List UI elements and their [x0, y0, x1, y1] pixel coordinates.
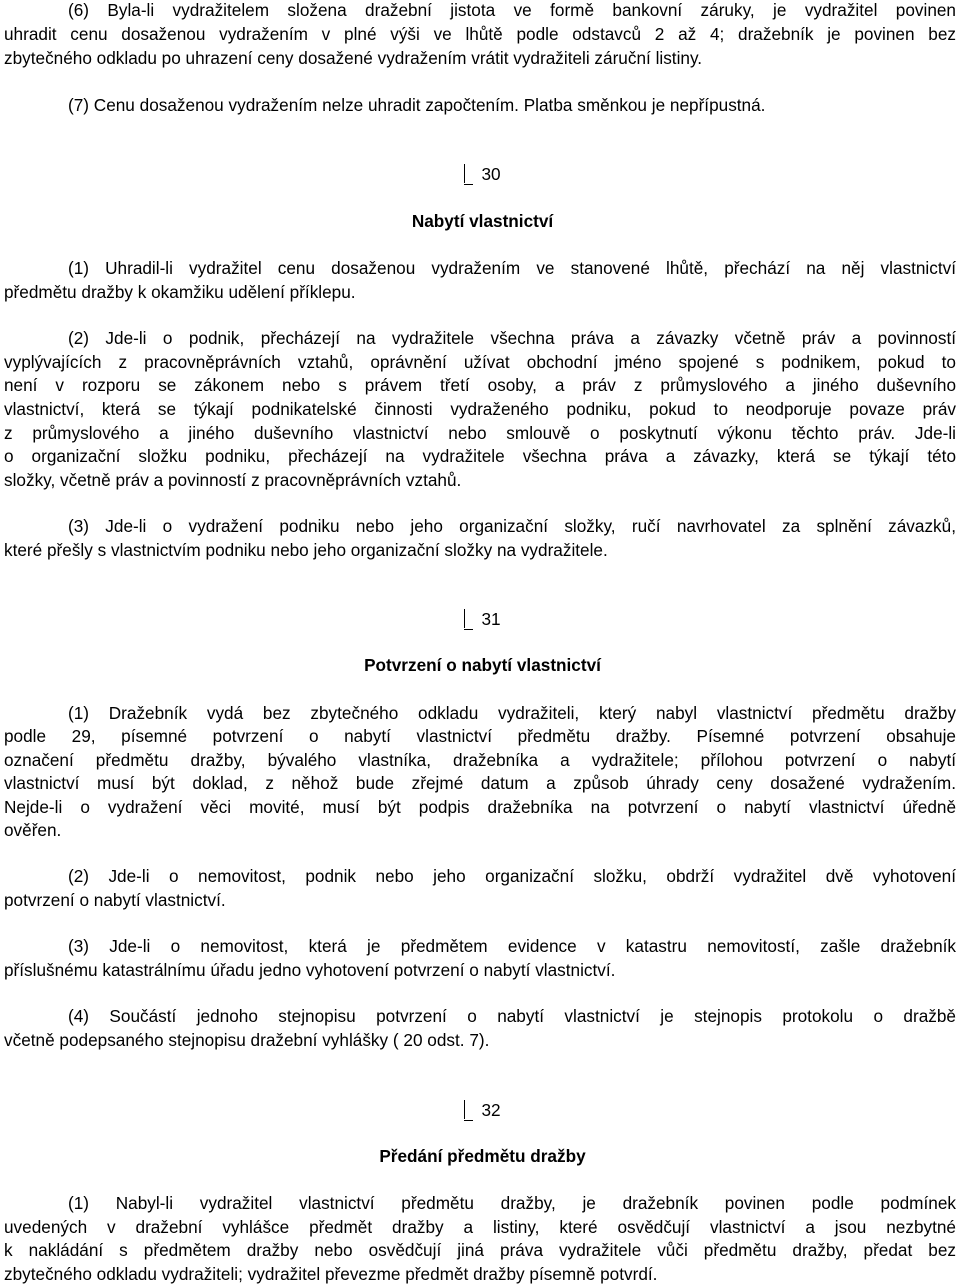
section-31-p2-line-1: (2) Jde-li o nemovitost, podnik nebo jeho organizační složku, obdrží vydražitel dvě vyhotovení [68, 866, 956, 886]
section-31-title: Potvrzení o nabytí vlastnictví [364, 655, 601, 675]
section-31-heading-number: 31 [0, 607, 960, 631]
section-32-heading-number: 32 [0, 1098, 960, 1122]
section-31-p1-line-6: ověřen. [4, 820, 62, 840]
section-31-p4-line-1: (4) Součástí jednoho stejnopisu potvrzení o nabytí vlastnictví je stejnopis protokolu o dražbě [68, 1006, 956, 1026]
section-30-p2-line-3: není v rozporu se zákonem nebo s právem třetí osoby, a práv z průmyslového a jiného duševního [4, 375, 956, 395]
section-31-p3-line-2: příslušnému katastrálnímu úřadu jedno vyhotovení potvrzení o nabytí vlastnictví. [4, 960, 616, 980]
section-30-p1-line-1: (1) Uhradil-li vydražitel cenu dosaženou vydražením ve stanovené lhůtě, přechází na něj vlastnictví [68, 258, 956, 278]
section-32-p1-line-1: (1) Nabyl-li vydražitel vlastnictví předmětu dražby, je dražebník povinen podle podmínek [68, 1193, 956, 1213]
section-32-p1-line-4: zbytečného odkladu vydražiteli; vydražitel převezme předmět dražby písemně potvrdí. [4, 1264, 658, 1284]
section-30-p3-line-1: (3) Jde-li o vydražení podniku nebo jeho organizační složky, ručí navrhovatel za splnění závazků, [68, 516, 956, 536]
section-sign-icon [464, 1098, 473, 1122]
section-30-p2-line-5: z průmyslového a jiného duševního vlastnictví nebo smlouvě o poskytnutí výkonu těchto práv. Jde-li [4, 423, 956, 443]
section-31-p2-line-2: potvrzení o nabytí vlastnictví. [4, 890, 226, 910]
section-31-p1-line-1: (1) Dražebník vydá bez zbytečného odkladu vydražiteli, který nabyl vlastnictví předmětu dražby [68, 703, 956, 723]
section-31-p1-line-2: podle 29, písemné potvrzení o nabytí vlastnictví předmětu dražby. Písemné potvrzení obsahuje [4, 726, 956, 746]
section-31-p1-line-5: Nejde-li o vydražení věci movité, musí být podpis dražebníka na potvrzení o nabytí vlastnictví úředně [4, 797, 956, 817]
section-31-p3-line-1: (3) Jde-li o nemovitost, která je předmětem evidence v katastru nemovitostí, zašle dražebník [68, 936, 956, 956]
section-30-p2-line-2: vyplývajících z pracovněprávních vztahů, oprávnění užívat obchodní jméno spojené s podnikem, pokud to [4, 352, 956, 372]
section-32-title: Předání předmětu dražby [379, 1146, 586, 1166]
section-30-p2-line-1: (2) Jde-li o podnik, přecházejí na vydražitele všechna práva a závazky včetně práv a povinností [68, 328, 956, 348]
section-32-p1-line-3: k nakládání s předmětem dražby nebo osvědčují jiná práva vydražitele vůči předmětu dražby, předat bez [4, 1240, 956, 1260]
section-32-p1-line-2: uvedených v dražební vyhlášce předmět dražby a listiny, které osvědčují vlastnictví a jsou nezbytné [4, 1217, 956, 1237]
section-30-p2-line-7: složky, včetně práv a povinností z pracovněprávních vztahů. [4, 470, 462, 490]
section-30-heading-number: 30 [0, 162, 960, 186]
section-30-p2-line-4: vlastnictví, která se týkají podnikatelské činnosti vydraženého podniku, pokud to neodporuje povaze práv [4, 399, 956, 419]
section-31-p4-line-2: včetně podepsaného stejnopisu dražební vyhlášky ( 20 odst. 7). [4, 1030, 490, 1050]
section-30-p1-line-2: předmětu dražby k okamžiku udělení příklepu. [4, 282, 356, 302]
section-30-p2-line-6: o organizační složku podniku, přecházejí na vydražitele všechna práva a závazky, která se týkají této [4, 446, 956, 466]
section-31-p1-line-4: vlastnictví musí být doklad, z něhož bude zřejmé datum a způsob úhrady ceny dosažené vydražením. [4, 773, 956, 793]
paragraph-29-6-line-1: (6) Byla-li vydražitelem složena dražební jistota ve formě bankovní záruky, je vydražitel povinen [68, 0, 956, 20]
paragraph-29-6-line-2: uhradit cenu dosaženou vydražením v plné výši ve lhůtě podle odstavců 2 až 4; dražebník je povinen bez [4, 24, 956, 44]
paragraph-29-6-line-3: zbytečného odkladu po uhrazení ceny dosažené vydražením vrátit vydražiteli záruční listiny. [4, 48, 703, 68]
section-sign-icon [464, 607, 473, 631]
section-30-p3-line-2: které přešly s vlastnictvím podniku nebo jeho organizační složky na vydražitele. [4, 540, 608, 560]
paragraph-29-7: (7) Cenu dosaženou vydražením nelze uhradit započtením. Platba směnkou je nepřípustná. [68, 95, 766, 115]
section-30-title: Nabytí vlastnictví [411, 211, 554, 231]
section-sign-icon [464, 162, 473, 186]
section-31-p1-line-3: označení předmětu dražby, bývalého vlastníka, dražebníka a vydražitele; přílohou potvrzení o nabytí [4, 750, 956, 770]
